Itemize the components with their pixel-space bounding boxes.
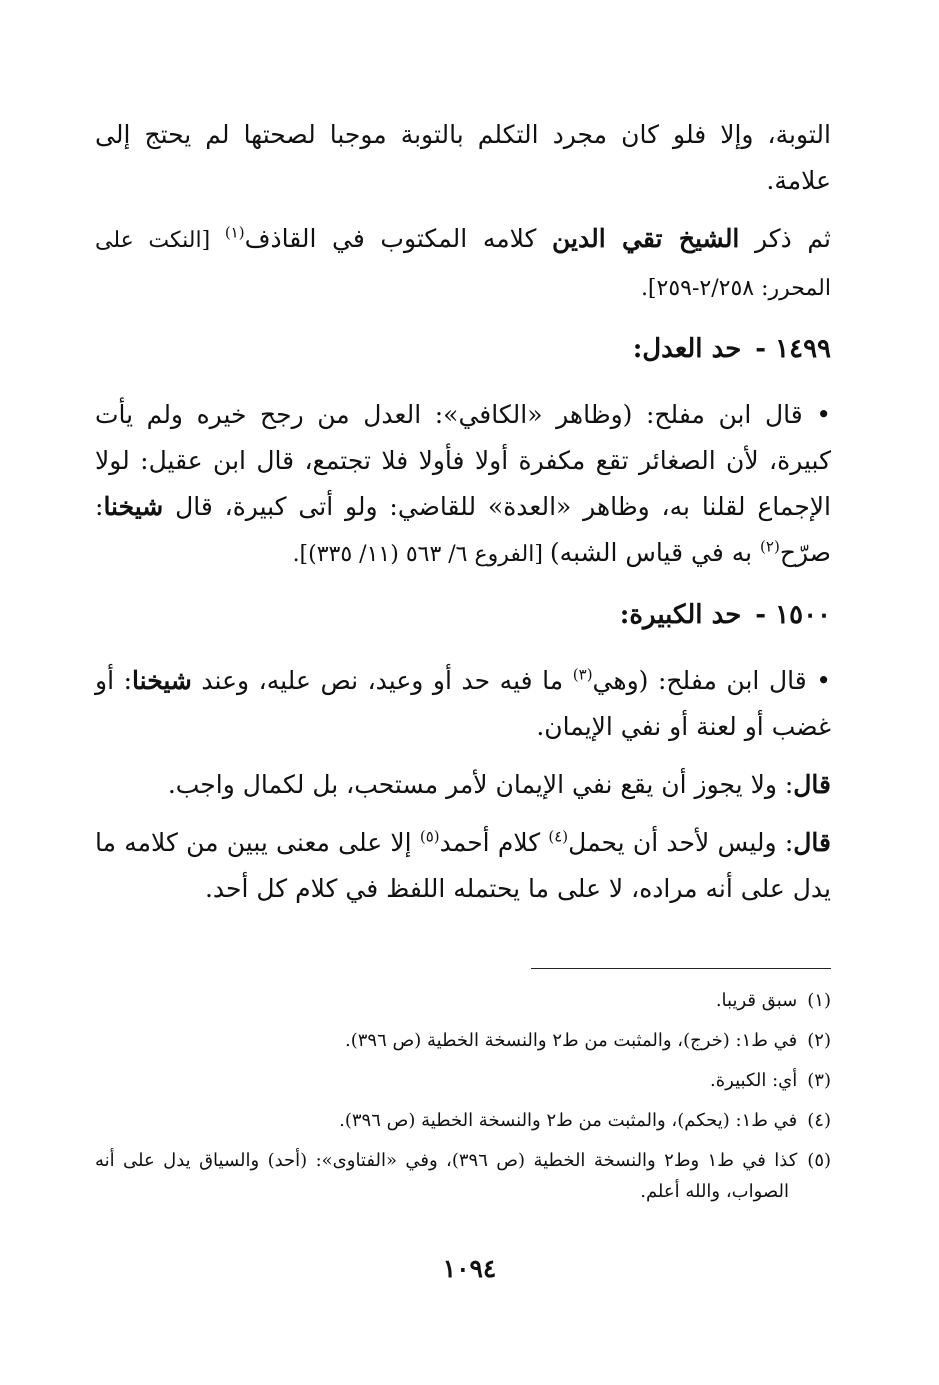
footnote-number: (٣) [807, 1070, 831, 1091]
bold-term: شيخنا [132, 666, 192, 695]
section-title: حد الكبيرة: [619, 600, 742, 630]
text-run: ما فيه حد أو وعيد، نص عليه، وعند [191, 666, 573, 695]
paragraph-3 [95, 392, 831, 578]
text-run: به في قياس الشبه) [549, 538, 761, 567]
footnote-2 [95, 1025, 831, 1056]
footnote-text: سبق قريبا. [715, 990, 798, 1011]
footnotes [95, 985, 831, 1216]
footnote-ref-4: (٤) [548, 827, 569, 846]
text-run: : أو غضب أو لعنة أو نفي الإيمان. [95, 666, 831, 741]
paragraph-5 [95, 762, 831, 808]
text-run: كلامه المكتوب في القاذف [244, 224, 553, 253]
footnote-1 [95, 985, 831, 1016]
footnote-ref-2: (٢) [760, 537, 780, 556]
section-heading-1500 [95, 592, 831, 638]
footnote-text: في ط١: (خرج)، والمثبت من ط٢ والنسخة الخطية (ص ٣٩٦). [345, 1030, 798, 1051]
page-number: ١٠٩٤ [442, 1254, 497, 1283]
bold-term: قال [793, 828, 831, 857]
text-run: : ولا يجوز أن يقع نفي الإيمان لأمر مستحب، بل لكمال واجب. [167, 770, 794, 799]
paragraph-4 [95, 658, 831, 750]
paragraph-1: التوبة، وإلا فلو كان مجرد التكلم بالتوبة موجبا لصحتها لم يحتج إلى علامة. [95, 120, 831, 195]
footnote-ref-3: (٣) [572, 665, 593, 684]
text-run: ثم ذكر [739, 224, 831, 253]
footnote-text: كذا في ط١ وط٢ والنسخة الخطية (ص ٣٩٦)، وفي «الفتاوى»: (أحد) والسياق يدل على أنه الصواب، والله أعلم. [95, 1150, 798, 1202]
section-title: حد العدل: [632, 334, 742, 364]
footnote-number: (٥) [807, 1150, 832, 1171]
footnote-4 [95, 1105, 831, 1136]
section-number: ١٤٩٩ - [755, 334, 831, 364]
footnote-text: في ط١: (يحكم)، والمثبت من ط٢ والنسخة الخطية (ص ٣٩٦). [339, 1110, 798, 1131]
text-run: إلا على معنى يبين من كلامه ما يدل على أنه مراده، لا على ما يحتمله اللفظ في كلام كل أحد. [95, 828, 831, 903]
bold-term: الشيخ تقي الدين [552, 224, 740, 253]
footnote-number: (١) [807, 990, 831, 1011]
text-run: : وليس لأحد أن يحمل [568, 828, 794, 857]
footnote-ref-1: (١) [224, 223, 245, 242]
footnote-text: أي: الكبيرة. [710, 1070, 798, 1091]
text-run: • قال ابن مفلح: (وظاهر «الكافي»: العدل من رجح خيره ولم يأت كبيرة، لأن الصغائر تقع مكفرة أولا فأولا فلا تجتمع، قال ابن عقيل: لولا الإجماع لقلنا به، وظاهر «العدة» للقاضي: ولو أتى كبيرة، قال [95, 400, 831, 521]
text-run: : صرّح [95, 492, 831, 567]
footnote-5 [95, 1145, 831, 1207]
text-run: كلام أحمد [439, 828, 549, 857]
footnote-number: (٤) [807, 1110, 831, 1131]
footnote-divider [531, 968, 831, 969]
paragraph-2 [95, 216, 831, 312]
footnote-3 [95, 1065, 831, 1096]
source-citation: [النكت على المحرر: ٢/٢٥٨-٢٥٩]. [95, 228, 831, 301]
footnote-ref-5: (٥) [419, 827, 440, 846]
bold-term: قال [793, 770, 831, 799]
footnote-number: (٢) [807, 1030, 831, 1051]
main-text [95, 112, 831, 912]
section-number: ١٥٠٠ - [755, 600, 831, 630]
source-citation: [الفروع ٦/ ٥٦٣ (١١/ ٣٣٥)]. [292, 542, 550, 567]
text-run: • قال ابن مفلح: (وهي [592, 666, 832, 695]
section-heading-1499 [95, 326, 831, 372]
bold-term: شيخنا [103, 492, 164, 521]
paragraph-6 [95, 820, 831, 912]
